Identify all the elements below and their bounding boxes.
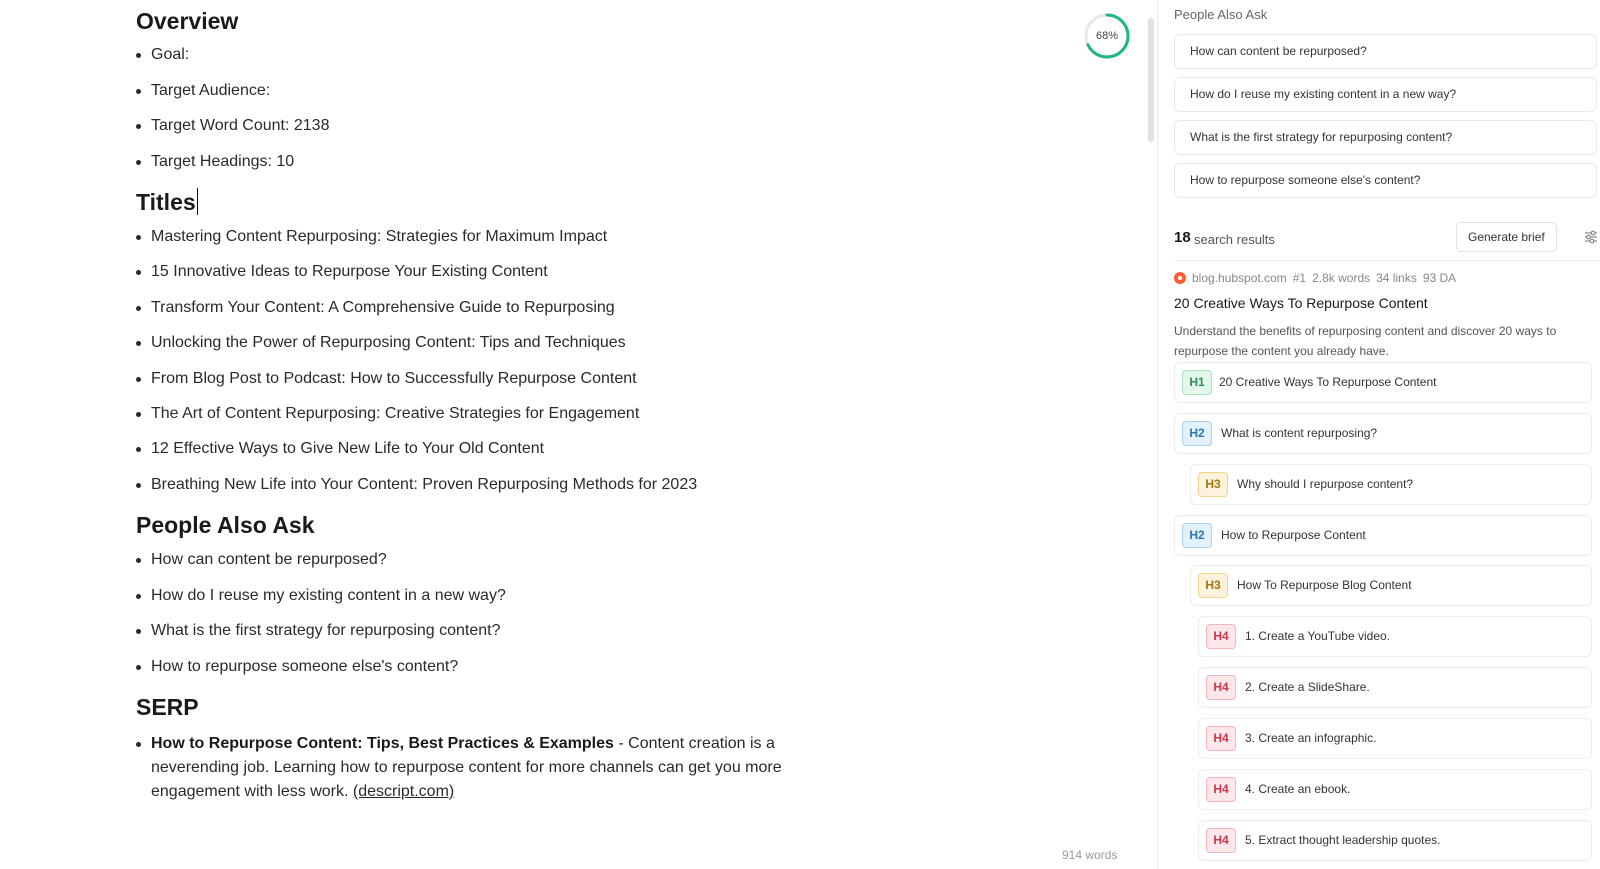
- outline-heading-text: 4. Create an ebook.: [1245, 782, 1351, 796]
- serp-heading[interactable]: SERP: [136, 694, 199, 721]
- people-also-ask-title: People Also Ask: [1174, 7, 1268, 22]
- result-title[interactable]: 20 Creative Ways To Repurpose Content: [1174, 295, 1428, 311]
- people-also-ask-section: [136, 510, 836, 677]
- word-count: 914 words: [1062, 848, 1118, 862]
- outline-heading-item[interactable]: [1198, 769, 1592, 810]
- results-count: 18: [1174, 229, 1191, 246]
- list-item[interactable]: Breathing New Life into Your Content: Proven Repurposing Methods for 2023: [136, 475, 836, 495]
- list-item[interactable]: Target Audience:: [136, 81, 836, 101]
- serp-item-text: - Content creation is a neverending job. Learning how to repurpose content for more channels can get you more engagement with less work.: [151, 735, 782, 801]
- titles-section: [136, 187, 836, 495]
- question-card[interactable]: How to repurpose someone else's content?: [1174, 163, 1597, 198]
- text-cursor: [197, 188, 199, 215]
- titles-list: [136, 227, 836, 495]
- list-item[interactable]: How to repurpose someone else's content?: [136, 657, 836, 677]
- outline-heading-text: Why should I repurpose content?: [1237, 477, 1414, 491]
- outline-heading-item[interactable]: [1190, 565, 1592, 606]
- heading-level-badge: H4: [1206, 624, 1236, 649]
- outline-heading-item[interactable]: [1174, 362, 1592, 403]
- heading-level-badge: H2: [1182, 523, 1212, 548]
- people-also-ask-heading[interactable]: People Also Ask: [136, 512, 315, 539]
- outline-heading-item[interactable]: [1174, 413, 1592, 454]
- hubspot-favicon-icon: [1174, 272, 1186, 284]
- list-item[interactable]: What is the first strategy for repurposing content?: [136, 621, 836, 641]
- question-card[interactable]: How can content be repurposed?: [1174, 34, 1597, 69]
- overview-list: [136, 45, 836, 172]
- outline-heading-text: 1. Create a YouTube video.: [1245, 629, 1390, 643]
- people-also-ask-list: [136, 550, 836, 677]
- document-body[interactable]: [136, 6, 836, 804]
- generate-brief-button[interactable]: Generate brief: [1456, 222, 1557, 252]
- serp-item-link[interactable]: (descript.com): [352, 783, 455, 801]
- heading-level-badge: H2: [1182, 421, 1212, 446]
- list-item[interactable]: Transform Your Content: A Comprehensive Guide to Repurposing: [136, 298, 836, 318]
- content-score-gauge[interactable]: [1083, 12, 1131, 60]
- outline-heading-text: 3. Create an infographic.: [1245, 731, 1377, 745]
- question-card[interactable]: What is the first strategy for repurposing content?: [1174, 120, 1597, 155]
- list-item[interactable]: 12 Effective Ways to Give New Life to Your Old Content: [136, 439, 836, 459]
- research-panel: [1157, 0, 1600, 869]
- outline-heading-item[interactable]: [1198, 718, 1592, 759]
- search-results-header: [1174, 229, 1594, 251]
- list-item[interactable]: 15 Innovative Ideas to Repurpose Your Existing Content: [136, 262, 836, 282]
- result-domain[interactable]: blog.hubspot.com: [1192, 271, 1287, 285]
- list-item[interactable]: Unlocking the Power of Repurposing Content: Tips and Techniques: [136, 333, 836, 353]
- results-label: search results: [1194, 232, 1275, 247]
- question-card[interactable]: How do I reuse my existing content in a new way?: [1174, 77, 1597, 112]
- outline-heading-text: How to Repurpose Content: [1221, 528, 1366, 542]
- list-item[interactable]: The Art of Content Repurposing: Creative Strategies for Engagement: [136, 404, 836, 424]
- outline-heading-text: What is content repurposing?: [1221, 426, 1378, 440]
- list-item[interactable]: Target Word Count: 2138: [136, 116, 836, 136]
- titles-heading-text: Titles: [136, 189, 196, 215]
- list-item[interactable]: How do I reuse my existing content in a new way?: [136, 586, 836, 606]
- heading-level-badge: H4: [1206, 726, 1236, 751]
- divider: [1174, 260, 1600, 261]
- result-da: 93 DA: [1422, 271, 1457, 285]
- list-item[interactable]: Mastering Content Repurposing: Strategies for Maximum Impact: [136, 227, 836, 247]
- heading-level-badge: H4: [1206, 777, 1236, 802]
- outline-heading-text: 2. Create a SlideShare.: [1245, 680, 1370, 694]
- editor-scrollbar[interactable]: [1148, 18, 1154, 142]
- serp-item[interactable]: [136, 732, 836, 804]
- result-meta: [1174, 271, 1462, 285]
- serp-list: [136, 732, 836, 804]
- outline-heading-text: 5. Extract thought leadership quotes.: [1245, 833, 1441, 847]
- score-value: 68%: [1095, 30, 1119, 42]
- outline-heading-item[interactable]: [1174, 515, 1592, 556]
- outline-heading-item[interactable]: [1198, 616, 1592, 657]
- list-item[interactable]: Goal:: [136, 45, 836, 65]
- overview-heading[interactable]: Overview: [136, 8, 239, 34]
- outline-heading-text: 20 Creative Ways To Repurpose Content: [1219, 375, 1437, 389]
- filter-settings-icon[interactable]: [1584, 230, 1598, 244]
- list-item[interactable]: From Blog Post to Podcast: How to Successfully Repurpose Content: [136, 369, 836, 389]
- list-item[interactable]: How can content be repurposed?: [136, 550, 836, 570]
- serp-item-title: How to Repurpose Content: Tips, Best Practices & Examples: [151, 735, 614, 753]
- outline-heading-item[interactable]: [1198, 667, 1592, 708]
- outline-heading-item[interactable]: [1198, 820, 1592, 861]
- result-description: Understand the benefits of repurposing content and discover 20 ways to repurpose the content you already have.: [1174, 324, 1557, 358]
- serp-section: [136, 692, 836, 804]
- heading-level-badge: H4: [1206, 828, 1236, 853]
- list-item[interactable]: Target Headings: 10: [136, 152, 836, 172]
- heading-level-badge: H3: [1198, 573, 1228, 598]
- outline-heading-text: How To Repurpose Blog Content: [1237, 578, 1412, 592]
- heading-level-badge: H3: [1198, 472, 1228, 497]
- heading-level-badge: H4: [1206, 675, 1236, 700]
- heading-level-badge: H1: [1182, 370, 1212, 395]
- result-words: 2.8k words: [1312, 271, 1371, 285]
- overview-section: [136, 6, 836, 172]
- outline-heading-item[interactable]: [1190, 464, 1592, 505]
- result-rank: #1: [1292, 271, 1307, 285]
- result-links: 34 links: [1376, 271, 1417, 285]
- titles-heading[interactable]: [136, 187, 836, 217]
